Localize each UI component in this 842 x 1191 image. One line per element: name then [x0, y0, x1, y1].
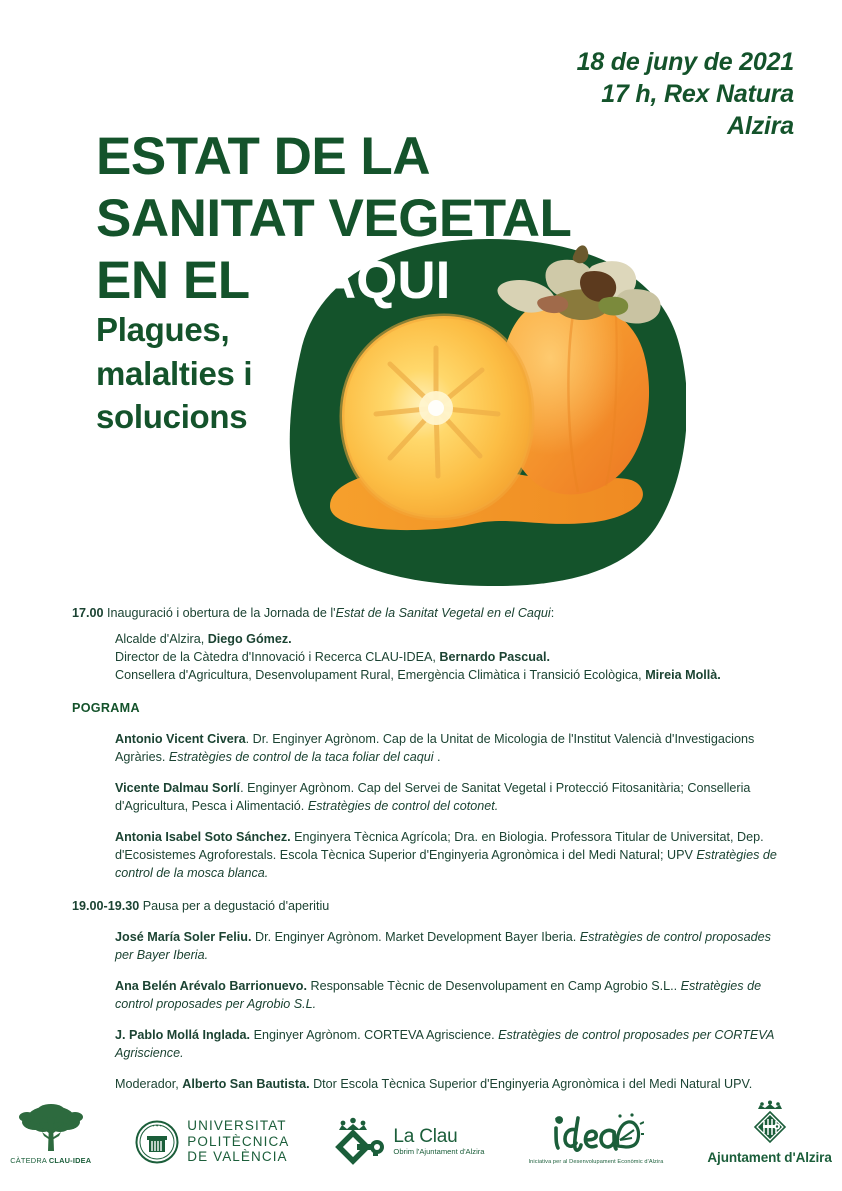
host-name: Mireia Mollà.	[645, 668, 721, 683]
speaker-name: José María Soler Feliu.	[115, 929, 252, 944]
tree-icon	[13, 1103, 89, 1153]
speaker-affiliation: Enginyer Agrònom. Cap del Servei de Sanitat Vegetal i Protecció Fitosanitària; Conselleria d'Agricultura, Pesca i Alimentació.	[115, 780, 751, 813]
title-highlight-caqui: CAQUI	[279, 251, 451, 310]
speaker-name-tail: .	[245, 731, 253, 746]
ajuntament-name: Ajuntament d'Alzira	[707, 1150, 832, 1165]
subtitle-line-1: Plagues,	[96, 311, 230, 348]
speaker-talk-title: Estratègies de control proposades per Agrobio S.L.	[115, 978, 762, 1011]
logo-upv	[135, 1093, 289, 1165]
host-role: Alcalde d'Alzira,	[115, 632, 208, 647]
break-row	[72, 897, 778, 915]
speaker-affiliation: Enginyer Agrònom. CORTEVA Agriscience.	[253, 1028, 499, 1043]
speaker-talk-title: Estratègies de control del cotonet.	[307, 799, 499, 813]
speaker-affiliation: Enginyera Tècnica Agrícola; Dra. en Biologia. Professora Titular de Universitat, Dep. d'Ecosistemes Agroforestals. Escola Tècnica Superior d'Enginyeria Agronòmica i del Medi Natural; UPV	[115, 830, 764, 863]
idea-script-icon	[548, 1112, 644, 1158]
opening-time: 17.00	[72, 606, 104, 620]
upv-line-2: POLITÈCNICA	[187, 1133, 290, 1149]
moderator-prefix: Moderador,	[115, 1077, 183, 1092]
title-line-1: ESTAT DE LA	[96, 127, 431, 186]
speaker-name: J. Pablo Mollá Inglada.	[115, 1028, 251, 1043]
logo-caption	[10, 1156, 91, 1165]
upv-line-1: UNIVERSITAT	[187, 1118, 287, 1134]
moderator-affiliation: Dtor Escola Tècnica Superior d'Enginyeria Agronòmica i del Medi Natural UPV.	[309, 1077, 753, 1092]
host-name: Diego Gómez.	[207, 632, 292, 647]
opening-text-after: :	[550, 606, 555, 620]
speaker-entry	[115, 928, 778, 964]
idea-tagline: Iniciativa per al Desenvolupament Econòmic d'Alzira	[528, 1159, 664, 1165]
host-row	[115, 648, 778, 666]
speaker-talk-title: Estratègies de control proposades per Bayer Iberia.	[115, 929, 771, 962]
sponsor-logo-strip	[0, 1088, 842, 1170]
upv-line-3: DE VALÈNCIA	[187, 1149, 288, 1165]
opening-text-italic: Estat de la Sanitat Vegetal en el Caqui	[335, 606, 551, 620]
alzira-crest-icon	[747, 1100, 793, 1146]
programme-heading: POGRAMA	[72, 700, 140, 715]
break-time: 19.00-19.30	[72, 898, 140, 913]
logo-caption-bold: CLAU-IDEA	[48, 1156, 92, 1165]
host-row	[115, 630, 778, 648]
logo-caption-thin: CÀTEDRA	[10, 1156, 49, 1165]
speaker-talk-title: Estratègies de control proposades per CORTEVA Agriscience.	[115, 1028, 774, 1061]
upv-seal-icon	[135, 1120, 179, 1164]
la-clau-name: La Clau	[393, 1125, 458, 1147]
logo-idea	[529, 1093, 664, 1165]
subtitle-line-2: malalties i	[96, 354, 253, 392]
host-role: Director de la Càtedra d'Innovació i Recerca CLAU-IDEA,	[115, 650, 440, 665]
host-role: Consellera d'Agricultura, Desenvolupament Rural, Emergència Climàtica i Transició Ecològica,	[115, 668, 646, 683]
page-subtitle	[96, 308, 252, 439]
speaker-name: Antonia Isabel Soto Sánchez.	[115, 830, 291, 845]
moderator-name: Alberto San Bautista.	[182, 1077, 310, 1092]
speaker-affiliation: Dr. Enginyer Agrònom. Cap de la Unitat de Micologia de l'Institut Valencià d'Investigacions Agràries.	[115, 731, 755, 764]
speaker-talk-tail: .	[433, 749, 441, 764]
title-line-3	[96, 250, 571, 312]
speaker-talk-title: Estratègies de control de la taca foliar del caqui	[168, 749, 434, 764]
event-time-venue: 17 h, Rex Natura	[601, 80, 794, 108]
logo-la-clau	[333, 1093, 484, 1165]
speaker-entry	[115, 779, 778, 815]
speaker-entry	[115, 1026, 778, 1062]
title-line-2: SANITAT VEGETAL	[96, 189, 572, 248]
la-clau-wordmark	[393, 1126, 484, 1157]
title-line-3-text: EN EL	[96, 251, 250, 310]
opening-row	[72, 604, 778, 622]
subtitle-line-3: solucions	[96, 398, 248, 436]
break-text: Pausa per a degustació d'aperitiu	[142, 898, 330, 913]
event-date: 18 de juny de 2021	[576, 48, 794, 76]
la-clau-tagline: Obrim l'Ajuntament d'Alzira	[393, 1146, 485, 1156]
host-row	[115, 666, 778, 684]
hosts-list	[115, 630, 778, 684]
speaker-affiliation: Responsable Tècnic de Desenvolupament en Camp Agrobio S.L..	[310, 978, 681, 993]
event-date-block	[577, 46, 794, 142]
opening-text-before: Inauguració i obertura de la Jornada de l'	[107, 606, 336, 620]
upv-wordmark	[187, 1118, 289, 1165]
host-name: Bernardo Pascual.	[439, 650, 550, 665]
programme-section	[72, 604, 778, 1094]
logo-catedra-clau-idea	[10, 1093, 91, 1165]
speaker-name: Ana Belén Arévalo Barrionuevo.	[115, 978, 307, 993]
page-title	[96, 126, 571, 312]
speaker-entry	[115, 730, 778, 766]
event-city: Alzira	[727, 112, 794, 140]
logo-ajuntament-alzira	[707, 1093, 831, 1165]
key-crown-icon	[333, 1117, 385, 1165]
speaker-entry	[115, 828, 778, 882]
speaker-affiliation: Dr. Enginyer Agrònom. Market Development Bayer Iberia.	[254, 929, 580, 944]
speaker-talk-title: Estratègies de control de la mosca blanca.	[115, 848, 777, 881]
speaker-name-tail: .	[240, 780, 248, 795]
speaker-name: Vicente Dalmau Sorlí	[115, 780, 241, 795]
svg-text:✦ ✦ ✦: ✦ ✦ ✦	[152, 1123, 163, 1128]
speaker-entry	[115, 977, 778, 1013]
speaker-name: Antonio Vicent Civera	[115, 731, 246, 746]
